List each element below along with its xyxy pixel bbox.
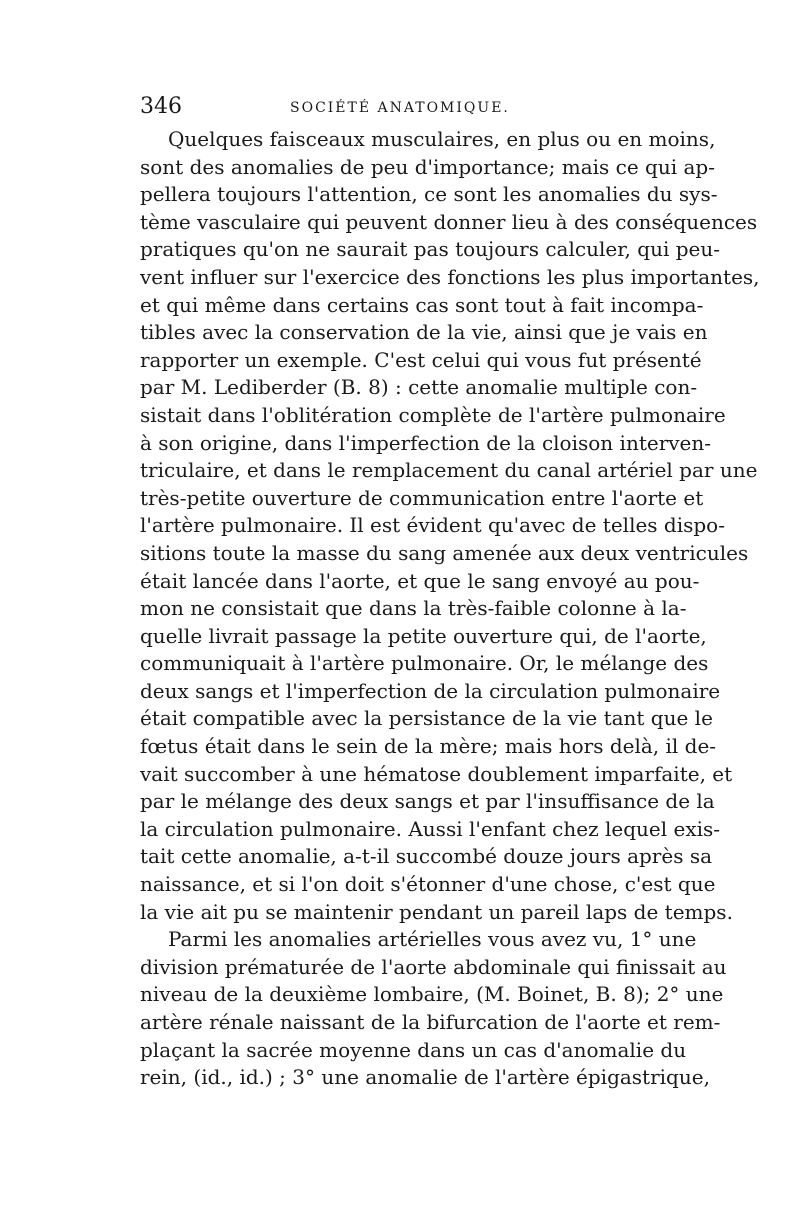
text-line: naissance, et si l'on doit s'étonner d'une chose, c'est que	[140, 872, 716, 897]
text-line: Parmi les anomalies artérielles vous avez vu, 1° une	[168, 927, 697, 952]
text-line: niveau de la deuxième lombaire, (M. Boinet, B. 8); 2° une	[140, 982, 724, 1007]
text-line: tibles avec la conservation de la vie, ainsi que je vais en	[140, 320, 708, 345]
running-head	[140, 92, 680, 122]
text-line: était lancée dans l'aorte, et que le sang envoyé au pou-	[140, 568, 700, 593]
text-line: tait cette anomalie, a-t-il succombé douze jours après sa	[140, 844, 713, 869]
text-line: par le mélange des deux sangs et par l'insuffisance de la	[140, 789, 715, 814]
text-line: la circulation pulmonaire. Aussi l'enfant chez lequel exis-	[140, 816, 721, 841]
text-line: l'artère pulmonaire. Il est évident qu'avec de telles dispo-	[140, 513, 725, 538]
text-line: très-petite ouverture de communication entre l'aorte et	[140, 485, 704, 510]
text-line: rein, (id., id.) ; 3° une anomalie de l'artère épigastrique,	[140, 1065, 710, 1090]
text-line: et qui même dans certains cas sont tout à fait incompa-	[140, 292, 704, 317]
text-line: sistait dans l'oblitération complète de l'artère pulmonaire	[140, 402, 726, 427]
text-line: à son origine, dans l'imperfection de la cloison interven-	[140, 430, 712, 455]
text-line: division prématurée de l'aorte abdominale qui finissait au	[140, 954, 727, 979]
text-line: sitions toute la masse du sang amenée aux deux ventricules	[140, 540, 749, 565]
text-line: était compatible avec la persistance de la vie tant que le	[140, 706, 713, 731]
body-text	[140, 126, 760, 1092]
text-line: quelle livrait passage la petite ouverture qui, de l'aorte,	[140, 623, 707, 648]
text-line: sont des anomalies de peu d'importance; mais ce qui ap-	[140, 154, 715, 179]
text-line: la vie ait pu se maintenir pendant un pareil laps de temps.	[140, 899, 733, 924]
text-line: communiquait à l'artère pulmonaire. Or, le mélange des	[140, 651, 709, 676]
text-line: rapporter un exemple. C'est celui qui vous fut présenté	[140, 347, 702, 372]
text-line: pellera toujours l'attention, ce sont les anomalies du sys-	[140, 182, 718, 207]
text-line: vent influer sur l'exercice des fonctions les plus importantes,	[140, 264, 760, 289]
text-line: par M. Lediberder (B. 8) : cette anomalie multiple con-	[140, 375, 698, 400]
text-line: Quelques faisceaux musculaires, en plus ou en moins,	[168, 127, 716, 151]
page-number: 346	[140, 94, 182, 119]
text-line: plaçant la sacrée moyenne dans un cas d'anomalie du	[140, 1037, 687, 1062]
text-line: triculaire, et dans le remplacement du canal artériel par une	[140, 458, 758, 483]
text-line: fœtus était dans le sein de la mère; mais hors delà, il de-	[140, 734, 717, 759]
text-line: vait succomber à une hématose doublement imparfaite, et	[140, 761, 733, 786]
text-line: deux sangs et l'imperfection de la circulation pulmonaire	[140, 678, 721, 703]
running-title: SOCIÉTÉ ANATOMIQUE.	[290, 100, 510, 116]
text-line: artère rénale naissant de la bifurcation de l'aorte et rem-	[140, 1010, 721, 1034]
text-line: tème vasculaire qui peuvent donner lieu à des conséquences	[140, 209, 758, 234]
text-line: mon ne consistait que dans la très-faible colonne à la-	[140, 596, 687, 621]
text-line: pratiques qu'on ne saurait pas toujours calculer, qui peu-	[140, 237, 720, 262]
